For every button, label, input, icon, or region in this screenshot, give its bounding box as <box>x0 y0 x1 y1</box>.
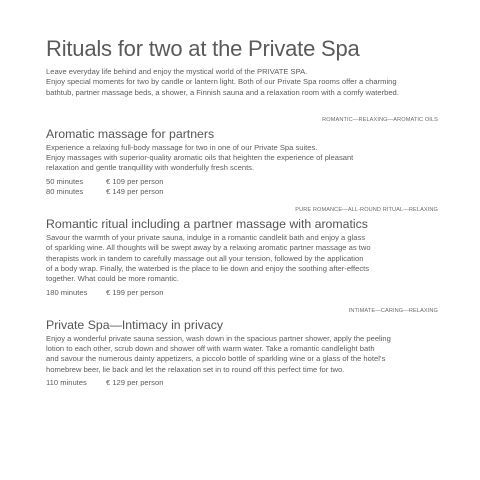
section-desc-line: relaxation and gentle tranquillity with wonderfully fresh scents. <box>46 163 255 173</box>
section-title: Romantic ritual including a partner massage with aromatics <box>46 217 368 232</box>
section-desc-line: homebrew beer, lie back and let the relaxation set in to round off this perfect time for two. <box>46 364 345 374</box>
section-tags: ROMANTIC—RELAXING—AROMATIC OILS <box>322 116 438 123</box>
price-row <box>46 288 438 298</box>
section-desc-line: Savour the warmth of your private sauna, indulge in a romantic candlelit bath and enjoy a glass <box>46 233 366 243</box>
section-tags: INTIMATE—CARING—RELAXING <box>348 307 438 314</box>
section-desc-line: Experience a relaxing full-body massage for two in one of our Private Spa suites. <box>46 142 318 152</box>
section-desc-line: of a body wrap. Finally, the waterbed is the place to lie down and enjoy the soothing after-effects <box>46 264 370 274</box>
duration: 110 minutes <box>46 378 87 388</box>
section-aromatic-massage <box>46 116 438 197</box>
price: € 199 per person <box>106 287 164 297</box>
section-tags: PURE ROMANCE—ALL-ROUND RITUAL—RELAXING <box>295 207 438 214</box>
price-row <box>46 177 438 187</box>
intro <box>46 67 438 98</box>
section-desc-line: therapists work in tandem to carefully massage out all your tension, followed by the application <box>46 253 364 263</box>
section-title: Private Spa—Intimacy in privacy <box>46 317 224 332</box>
duration: 50 minutes <box>46 176 84 186</box>
price: € 129 per person <box>106 378 164 388</box>
section-desc-line: Enjoy a wonderful private sauna session, wash down in the spacious partner shower, apply the peeling <box>46 333 391 343</box>
section-desc-line: lotion to each other, scrub down and shower off with warm water. Take a romantic candlelight bath <box>46 344 375 354</box>
intro-line: bathtub, partner massage beds, a shower, a Finnish sauna and a relaxation room with a comfy waterbed. <box>46 87 399 97</box>
section-desc-line: Enjoy massages with superior-quality aromatic oils that heighten the experience of pleasant <box>46 153 354 163</box>
duration: 180 minutes <box>46 287 88 297</box>
section-title: Aromatic massage for partners <box>46 126 215 141</box>
price: € 149 per person <box>106 186 164 196</box>
section-romantic-ritual <box>46 206 438 298</box>
intro-line: Leave everyday life behind and enjoy the mystical world of the PRIVATE SPA. <box>46 67 308 76</box>
duration: 80 minutes <box>46 186 84 196</box>
section-desc-line: of sparkling wine. All thoughts will be swept away by a relaxing aromatic partner massage as two <box>46 243 371 253</box>
price-row <box>46 187 438 197</box>
price-row <box>46 378 438 388</box>
price: € 109 per person <box>106 176 164 186</box>
section-desc-line: together. What could be more romantic. <box>46 274 179 284</box>
page-title: Rituals for two at the Private Spa <box>46 36 360 61</box>
section-desc-line: and savour the numerous dainty appetizers, a piccolo bottle of sparkling wine or a glass of the hotel’s <box>46 354 386 364</box>
intro-line: Enjoy special moments for two by candle or lantern light. Both of our Private Spa rooms offer a charming <box>46 77 397 87</box>
section-private-spa-intimacy <box>46 307 438 388</box>
